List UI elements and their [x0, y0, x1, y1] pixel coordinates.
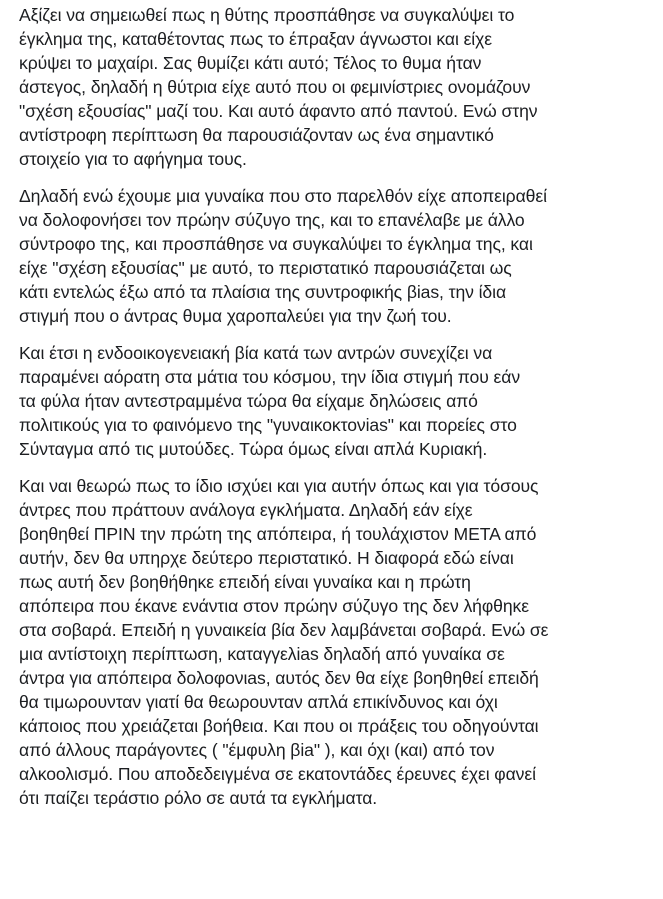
text-line: αντίστροφη περίπτωση θα παρουσιάζονταν ως ένα σημαντικό	[19, 125, 494, 145]
text-line: άντρες που πράττουν ανάλογα εγκλήματα. Δηλαδή εάν είχε	[19, 500, 473, 520]
text-line: αυτήν, δεν θα υπηρχε δεύτερο περιστατικό. Η διαφορά εδώ είναι	[19, 548, 514, 568]
text-line: άστεγος, δηλαδή η θύτρια είχε αυτό που οι φεμινίστριες ονομάζουν	[19, 77, 531, 97]
text-line: Και ναι θεωρώ πως το ίδιο ισχύει και για αυτήν όπως και για τόσους	[19, 476, 539, 496]
text-line: άντρα για απόπειρα δολοφονιas, αυτός δεν θα είχε βοηθηθεί επειδή	[19, 668, 539, 688]
text-line: από άλλους παράγοντες ( "έμφυλη βia" ), και όχι (και) από τον	[19, 740, 495, 760]
text-line: απόπειρα που έκανε ενάντια στον πρώην σύζυγο της δεν λήφθηκε	[19, 596, 529, 616]
paragraph-1	[19, 3, 655, 171]
text-line: αλκοολισμό. Που αποδεδειγμένα σε εκατοντάδες έρευνες έχει φανεί	[19, 764, 536, 784]
text-line: Σύνταγμα από τις μυτούδες. Τώρα όμως είναι απλά Κυριακή.	[19, 439, 488, 459]
text-line: τα φύλα ήταν αντεστραμμένα τώρα θα είχαμε δηλώσεις από	[19, 391, 478, 411]
text-line: στιγμή που ο άντρας θυμα χαροπαλεύει για την ζωή του.	[19, 306, 452, 326]
text-line: Αξίζει να σημειωθεί πως η θύτης προσπάθησε να συγκαλύψει το	[19, 5, 515, 25]
text-line: θα τιμωρουνταν γιατί θα θεωρουνταν απλά επικίνδυνος και όχι	[19, 692, 498, 712]
text-line: είχε "σχέση εξουσίας" με αυτό, το περιστατικό παρουσιάζεται ως	[19, 258, 512, 278]
text-line: παραμένει αόρατη στα μάτια του κόσμου, την ίδια στιγμή που εάν	[19, 367, 521, 387]
text-line: "σχέση εξουσίας" μαζί του. Και αυτό άφαντο από παντού. Ενώ στην	[19, 101, 538, 121]
text-line: ότι παίζει τεράστιο ρόλο σε αυτά τα εγκλήματα.	[19, 788, 378, 808]
text-line: κάτι εντελώς έξω από τα πλαίσια της συντροφικής βias, την ίδια	[19, 282, 507, 302]
text-line: στα σοβαρά. Επειδή η γυναικεία βία δεν λαμβάνεται σοβαρά. Ενώ σε	[19, 620, 549, 640]
text-line: μια αντίστοιχη περίπτωση, καταγγελias δηλαδή από γυναίκα σε	[19, 644, 505, 664]
text-line: σύντροφο της, και προσπάθησε να συγκαλύψει το έγκλημα της, και	[19, 234, 533, 254]
text-line: να δολοφονήσει τον πρώην σύζυγο της, και το επανέλαβε με άλλο	[19, 210, 525, 230]
text-line: κρύψει το μαχαίρι. Σας θυμίζει κάτι αυτό; Τέλος το θυμα ήταν	[19, 53, 482, 73]
paragraph-4	[19, 474, 655, 810]
paragraph-2	[19, 184, 655, 328]
paragraph-3	[19, 341, 655, 461]
text-line: βοηθηθεί ΠΡΙΝ την πρώτη της απόπειρα, ή τουλάχιστον ΜΕΤΑ από	[19, 524, 537, 544]
post-text	[19, 3, 655, 823]
text-line: πολιτικούς για το φαινόμενο της "γυναικοκτονias" και πορείες στο	[19, 415, 517, 435]
text-line: κάποιος που χρειάζεται βοήθεια. Και που οι πράξεις του οδηγούνται	[19, 716, 539, 736]
text-line: έγκλημα της, καταθέτοντας πως το έπραξαν άγνωστοι και είχε	[19, 29, 492, 49]
text-line: Και έτσι η ενδοοικογενειακή βία κατά των αντρών συνεχίζει να	[19, 343, 493, 363]
text-line: στοιχείο για το αφήγημα τους.	[19, 149, 247, 169]
text-line: πως αυτή δεν βοηθήθηκε επειδή είναι γυναίκα και η πρώτη	[19, 572, 471, 592]
text-line: Δηλαδή ενώ έχουμε μια γυναίκα που στο παρελθόν είχε αποπειραθεί	[19, 186, 547, 206]
